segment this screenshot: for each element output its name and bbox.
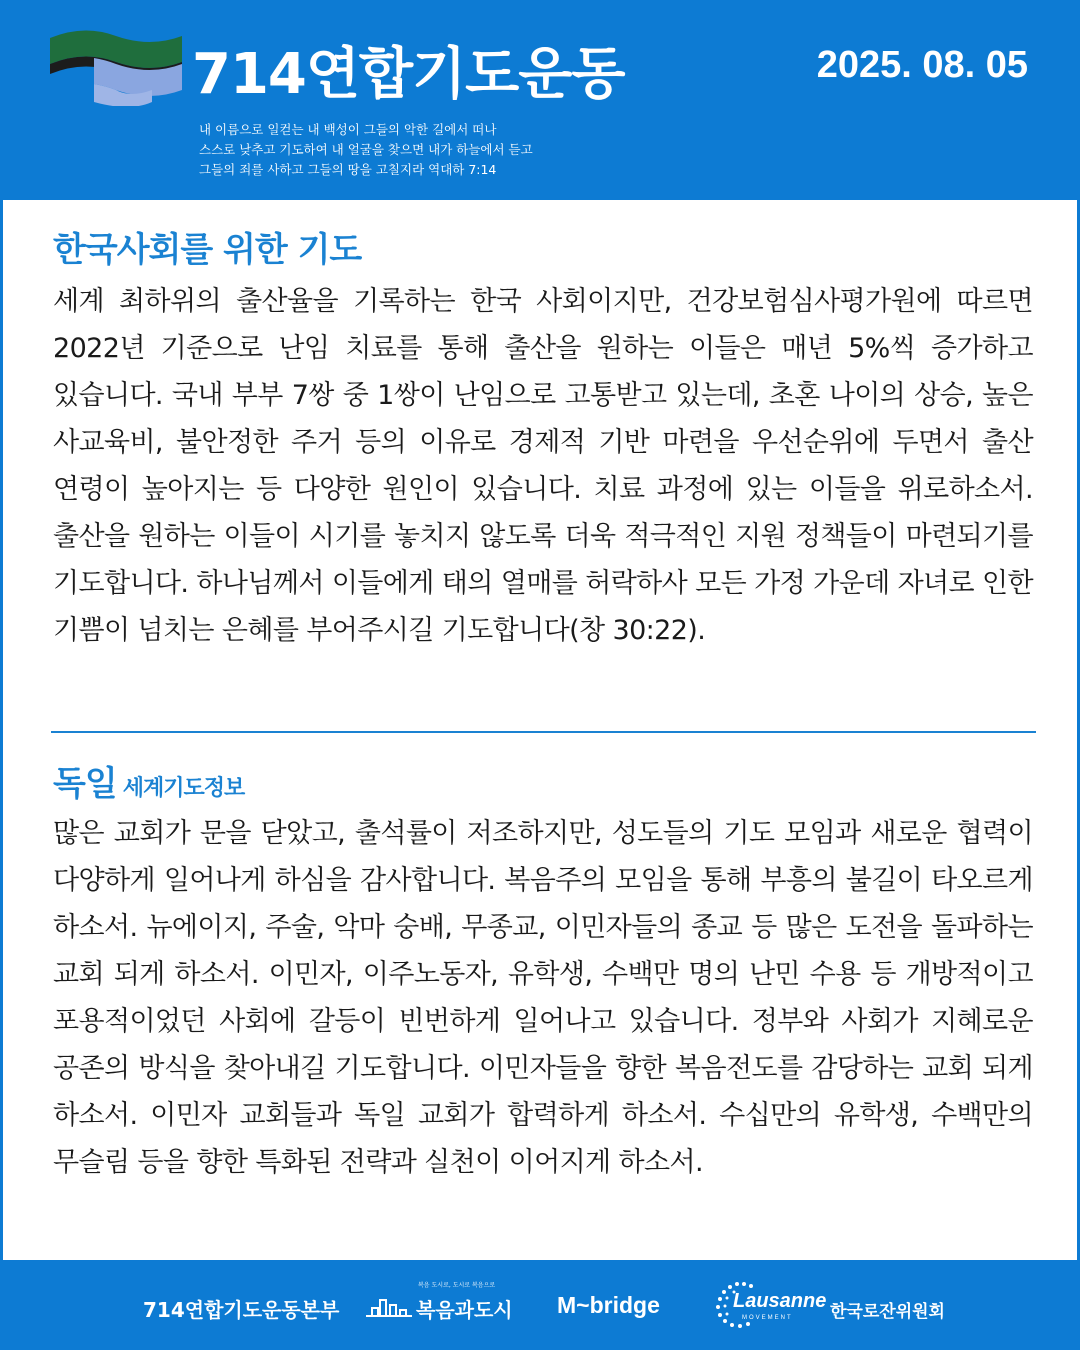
section-germany-title — [53, 756, 244, 805]
date-label: 2025. 08. 05 — [816, 44, 1028, 86]
flag-logo-icon — [50, 28, 182, 106]
footer-gospel-tagline: 복음 도시로, 도시로 복음으로 — [418, 1282, 496, 1289]
section-germany-subtitle: 세계기도정보 — [122, 776, 245, 801]
header — [0, 0, 1080, 200]
footer-org-714: 714연합기도운동본부 — [143, 1298, 340, 1322]
section-divider — [51, 731, 1036, 733]
section-germany-body: 많은 교회가 문을 닫았고, 출석률이 저조하지만, 성도들의 기도 모임과 새로운 협력이 다양하게 일어나게 하심을 감사합니다. 복음주의 모임을 통해 부흥의 불길이 타오르게 하소서. 뉴에이지, 주술, 악마 숭배, 무종교, 이민자들의 종교 등 많은 도전을 돌파하는 교회 되게 하소서. 이민자, 이주노동자, 유학생, 수백만 명의 난민 수용 등 개방적이고 포용적이었던 사회에 갈등이 빈번하게 일어나고 있습니다. 정부와 사회가 지혜로운 공존의 방식을 찾아내길 기도합니다. 이민자들을 향한 복음전도를 감당하는 교회 되게 하소서. 이민자 교회들과 독일 교회가 합력하게 하소서. 수십만의 유학생, 수백만의 무슬림 등을 향한 특화된 전략과 실천이 이어지게 하소서. — [53, 818, 1033, 1178]
verse-line: 그들의 죄를 사하고 그들의 땅을 고칠지라 역대하 7:14 — [199, 162, 497, 177]
scripture-verse — [199, 120, 533, 180]
content-card — [0, 200, 1080, 1260]
verse-line: 내 이름으로 일컫는 내 백성이 그들의 악한 길에서 떠나 — [199, 122, 497, 137]
footer-org-mbridge: M~bridge — [557, 1292, 660, 1318]
section-korea-body: 세계 최하위의 출산율을 기록하는 한국 사회이지만, 건강보험심사평가원에 따르면 2022년 기준으로 난임 치료를 통해 출산을 원하는 이들은 매년 5%씩 증가하고 있습니다. 국내 부부 7쌍 중 1쌍이 난임으로 고통받고 있는데, 초혼 나이의 상승, 높은 사교육비, 불안정한 주거 등의 이유로 경제적 기반 마련을 우선순위에 두면서 출산 연령이 높아지는 등 다양한 원인이 있습니다. 치료 과정에 있는 이들을 위로하소서. 출산을 원하는 이들이 시기를 놓치지 않도록 더욱 적극적인 지원 정책들이 마련되기를 기도합니다. 하나님께서 이들에게 태의 열매를 허락하사 모든 가정 가운데 자녀로 인한 기쁨이 넘치는 은혜를 부어주시길 기도합니다(창 30:22). — [53, 286, 1033, 646]
section-korea-title: 한국사회를 위한 기도 — [53, 230, 362, 270]
footer-lausanne-wordmark: Lausanne — [733, 1290, 827, 1312]
section-germany-name: 독일 — [53, 764, 117, 804]
footer-org-lausanne-korea: 한국로잔위원회 — [830, 1302, 945, 1322]
brand-title: 714연합기도운동 — [192, 42, 625, 107]
city-skyline-icon — [366, 1296, 412, 1318]
footer — [0, 1260, 1080, 1350]
verse-line: 스스로 낮추고 기도하여 내 얼굴을 찾으면 내가 하늘에서 듣고 — [199, 142, 533, 157]
footer-lausanne-movement: MOVEMENT — [742, 1315, 793, 1321]
footer-org-gospel-city: 복음과도시 — [416, 1298, 513, 1322]
